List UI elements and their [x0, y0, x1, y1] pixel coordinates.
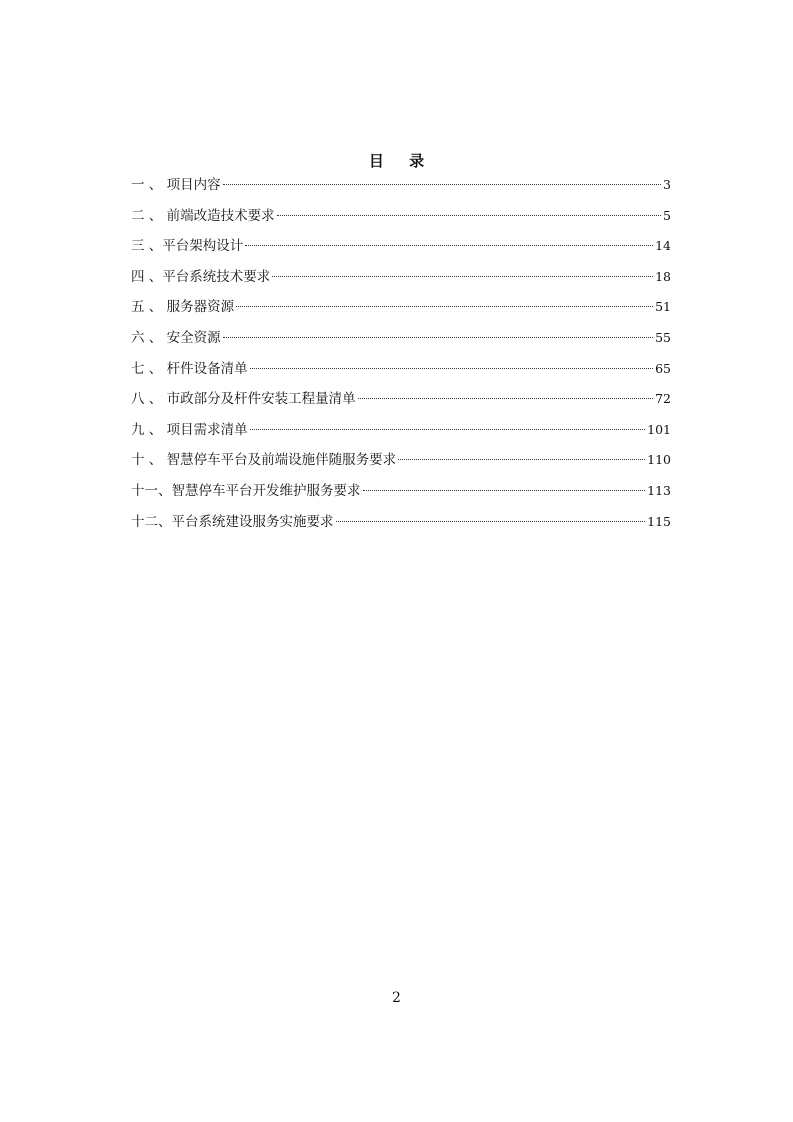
toc-entry-label: 七 、 杆件设备清单 [131, 360, 248, 377]
toc-entry-page: 55 [655, 329, 671, 345]
toc-title: 目 录 [368, 152, 435, 170]
toc-entry-label: 十二、平台系统建设服务实施要求 [131, 513, 334, 530]
toc-entry-page: 72 [655, 391, 671, 407]
toc-entry-label: 十 、 智慧停车平台及前端设施伴随服务要求 [131, 452, 397, 469]
toc-leader-dots [363, 490, 646, 491]
toc-entry[interactable] [131, 420, 671, 451]
toc-entry-page: 115 [647, 513, 671, 529]
toc-leader-dots [250, 368, 654, 369]
toc-entry[interactable] [131, 389, 671, 420]
toc-leader-dots [223, 184, 661, 185]
toc-entry[interactable] [131, 328, 671, 359]
toc-entry-page: 101 [647, 421, 671, 437]
toc-entry-page: 65 [655, 360, 671, 376]
toc-entry[interactable] [131, 206, 671, 237]
toc-entry[interactable] [131, 359, 671, 390]
toc-entry-label: 三 、平台架构设计 [131, 238, 244, 255]
toc-entry-label: 十一、智慧停车平台开发维护服务要求 [131, 482, 361, 499]
toc-entry-page: 3 [663, 177, 671, 192]
toc-entry[interactable] [131, 297, 671, 328]
toc-entry-label: 五 、 服务器资源 [131, 299, 235, 316]
toc-leader-dots [277, 215, 661, 216]
toc-entry[interactable] [131, 267, 671, 298]
toc-entry[interactable] [131, 175, 671, 206]
table-of-contents [131, 175, 671, 542]
toc-entry[interactable] [131, 512, 671, 543]
toc-leader-dots [250, 429, 646, 430]
toc-entry[interactable] [131, 450, 671, 481]
page-number: 2 [392, 990, 401, 1006]
toc-leader-dots [272, 276, 653, 277]
toc-entry-label: 二 、 前端改造技术要求 [131, 207, 275, 224]
toc-entry-label: 八 、 市政部分及杆件安装工程量清单 [131, 391, 356, 408]
toc-entry-label: 四 、平台系统技术要求 [131, 268, 271, 285]
toc-entry-label: 一 、 项目内容 [131, 177, 221, 193]
toc-entry-label: 六 、 安全资源 [131, 329, 221, 346]
toc-entry-page: 18 [655, 268, 671, 284]
toc-leader-dots [236, 306, 653, 307]
toc-leader-dots [398, 459, 645, 460]
toc-entry-page: 14 [655, 238, 671, 254]
toc-entry[interactable] [131, 481, 671, 512]
toc-entry-page: 51 [655, 299, 671, 315]
toc-entry-page: 5 [663, 207, 671, 223]
toc-leader-dots [358, 398, 654, 399]
toc-leader-dots [336, 521, 646, 522]
toc-entry[interactable] [131, 236, 671, 267]
toc-entry-page: 110 [647, 452, 671, 468]
toc-leader-dots [223, 337, 654, 338]
toc-leader-dots [245, 245, 653, 246]
toc-entry-page: 113 [647, 482, 671, 498]
toc-entry-label: 九 、 项目需求清单 [131, 421, 248, 438]
